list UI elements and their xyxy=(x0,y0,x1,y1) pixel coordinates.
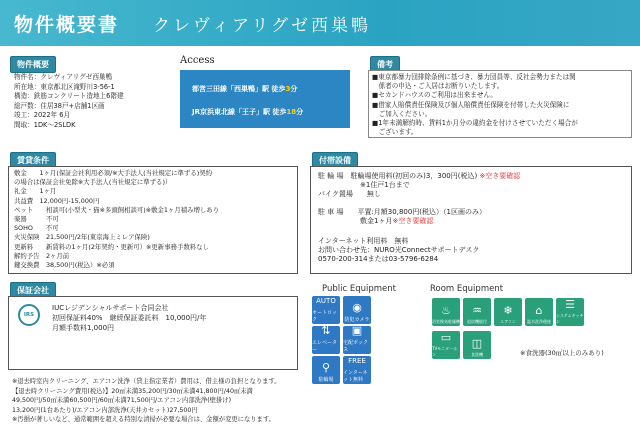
dishwasher-note: ※食洗器(30㎡以上のみあり) xyxy=(520,349,604,357)
room-equipment-icon: ☰ システムキッチン xyxy=(556,298,584,324)
terms-line: の場合は保証会社免除※大手法人(当社規定に準ずる)） xyxy=(14,178,172,187)
terms-label: 賃貸条件 xyxy=(10,152,56,169)
property-title: クレヴィアリグゼ西巣鴨 xyxy=(153,15,371,36)
access-title: Access xyxy=(180,55,215,66)
guarantee-line: IUCレジデンシャルサポート合同会社 xyxy=(52,304,169,312)
public-equipment-icon: ⚲ 駐輪場 xyxy=(312,356,340,384)
internet-fee: インターネット利用料 無料 xyxy=(318,237,409,245)
motorbike-parking: バイク置場 無し xyxy=(318,190,381,198)
footer-line: 13,200円(1台あたり)/エアコン内部洗浄(天井カセット)27,500円 xyxy=(12,406,198,414)
terms-line: 楽器 不可 xyxy=(14,215,59,223)
room-equipment-icon: ⌂ 温水洗浄便座 xyxy=(525,298,553,326)
terms-line: 共益費 12,000円-15,000円 xyxy=(14,196,100,205)
room-equipment-icon: ♒ 追炊機能付 xyxy=(463,298,491,326)
overview-line: 物件名：クレヴィアリグゼ西巣鴨 xyxy=(14,73,113,81)
overview-label: 物件概要 xyxy=(10,56,56,73)
room-equipment-icon: ▭ TVモニターホン xyxy=(432,331,460,359)
terms-line: 更新料 新賃料の1ヶ月(2年契約・更新可）※更新事務手数料なし xyxy=(14,242,209,251)
notes-line: 係者の申込・ご入居はお断りいたします。 xyxy=(372,82,504,91)
public-equipment-title: Public Equipment xyxy=(322,284,396,294)
footer-line: ※汚損が著しいなど、通常範囲を超える特別な清掃が必要な場合は、金額が変更になります。 xyxy=(12,416,275,424)
notes-line: ■セカンドハウスのご利用は出来ません。 xyxy=(372,91,497,100)
guarantee-label: 保証会社 xyxy=(10,282,56,299)
access-line-1: 都営三田線「西巣鴨」駅 徒歩3分 xyxy=(192,85,298,93)
footer-line: 【退去時クリーニング費用(税込)】20㎡未満35,200円/30㎡未満41,800円/40㎡未満 xyxy=(12,387,253,395)
bicycle-parking: 駐 輪 場 駐輪場使用料(初回のみ)3，300円(税込) ※空き要確認 xyxy=(318,172,521,180)
terms-line: 解約予告 2ヶ月前 xyxy=(14,251,70,260)
notes-line: ■1年未満解約時、賃料1か月分の違約金を付けさせていただく場合が xyxy=(372,119,578,127)
room-equipment-icon: ♨ 浴室換気乾燥機 xyxy=(432,298,460,326)
facilities-label: 付帯設備 xyxy=(312,152,358,169)
access-box xyxy=(180,70,350,128)
car-parking-deposit: 敷金1ヶ月※空き要確認 xyxy=(318,217,434,225)
header-banner xyxy=(0,0,640,46)
footer-line: ※退去時室内クリーニング、エアコン洗浄（貸主指定業者）費用は、借主様の負担となります。 xyxy=(12,378,281,385)
room-equipment-icon: ❄ エアコン xyxy=(494,298,522,326)
notes-label: 備考 xyxy=(370,56,400,73)
footer-line: 49,500円/50㎡未満60,500円/60㎡未満71,500円/エアコン内部洗浄(壁掛け) xyxy=(12,397,232,405)
public-equipment-icon: ◉ 防犯カメラ xyxy=(343,296,371,324)
public-equipment-icon: FREE インターネット無料 xyxy=(343,356,371,384)
document-title: 物件概要書 xyxy=(14,13,120,36)
terms-line: 敷金 1ヶ月(保証会社利用必須/※大手法人(当社規定に準ずる)契約 xyxy=(14,169,212,177)
public-equipment-icon: ▣ 宅配ボックス xyxy=(343,326,371,354)
room-equipment-title: Room Equipment xyxy=(430,284,504,294)
guarantee-line: 月額手数料1,000円 xyxy=(52,324,115,332)
terms-line: ペット 相談可(小型犬・猫※多頭飼相談可)※敷金1ヶ月積み増しあり xyxy=(14,205,220,214)
room-equipment-icon: ◫ 食洗機 xyxy=(463,331,491,359)
public-equipment-icon: AUTO オートロック xyxy=(312,296,340,324)
guarantee-line: 初回保証料40% 継続保証委託料 10,000円/年 xyxy=(52,314,207,322)
bicycle-limit: ※1住戸1台まで xyxy=(318,181,410,189)
car-parking: 駐 車 場 平置:月額30,800円(税込）（1区画のみ） xyxy=(318,208,486,216)
guarantee-logo-icon: IRS xyxy=(18,304,40,326)
notes-line: ■借家人賠償責任保険及び個人賠償責任保険を付帯した火災保険に xyxy=(372,100,570,109)
terms-line: 鍵交換費 38,500円(税込）※必須 xyxy=(14,261,115,269)
notes-line: ご加入ください。 xyxy=(372,109,432,118)
overview-line: 総戸数：住居38戸+店舗1区画 xyxy=(14,101,105,110)
access-line-2: JR京浜東北線「王子」駅 徒歩18分 xyxy=(192,108,304,116)
terms-line: SOHO 不可 xyxy=(14,224,59,233)
public-equipment-icon: ⇅ エレベーター xyxy=(312,326,340,354)
overview-line: 所在地：東京都北区滝野川3-56-1 xyxy=(14,82,115,91)
notes-line: ございます。 xyxy=(372,128,418,137)
terms-line: 火災保険 21,500円/2年(東京海上ミレア保険) xyxy=(14,233,150,242)
overview-line: 竣工：2022年 6月 xyxy=(14,111,71,120)
notes-line: ■東京都暴力団排除条例に基づき、暴力団員等、反社会勢力または関 xyxy=(372,73,576,81)
terms-line: 礼金 1ヶ月 xyxy=(14,187,57,196)
overview-line: 構造：鉄筋コンクリート造地上6階建 xyxy=(14,92,124,101)
overview-line: 間取：1DK～2SLDK xyxy=(14,121,76,129)
internet-phone: 0570-200-314または03-5796-6284 xyxy=(318,255,439,263)
internet-contact: お問い合わせ先：NURO光Connectサポートデスク xyxy=(318,246,480,254)
